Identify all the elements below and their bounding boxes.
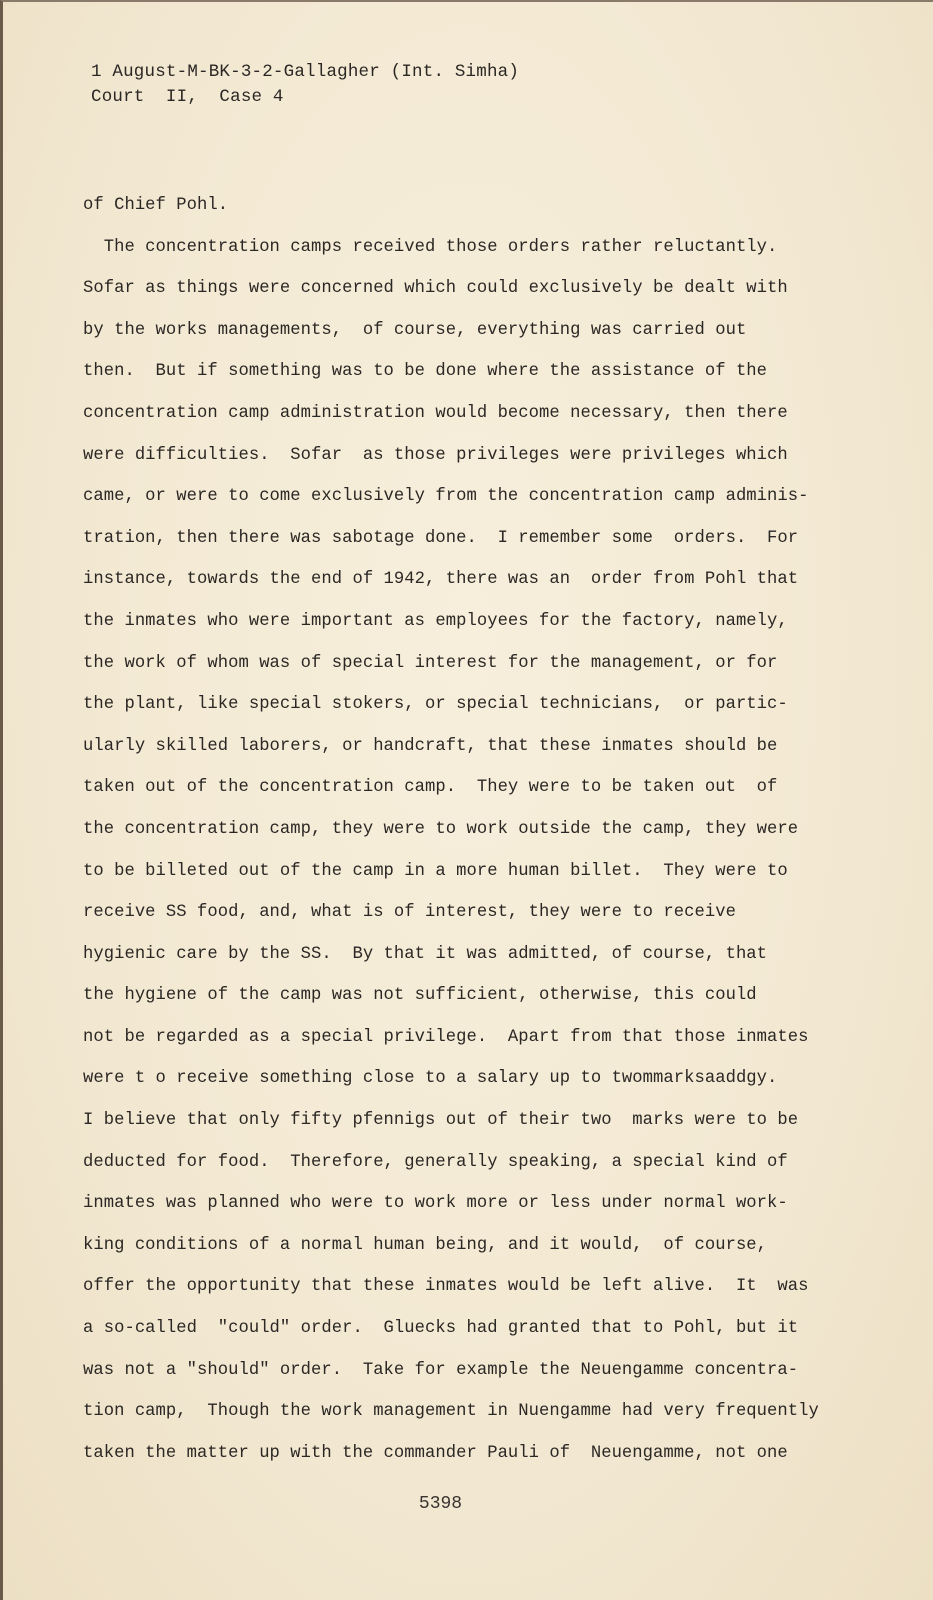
document-body — [83, 185, 913, 1474]
body-line: Sofar as things were concerned which could exclusively be dealt with — [83, 279, 788, 299]
body-line: the work of whom was of special interest for the management, or for — [83, 653, 778, 673]
body-line: king conditions of a normal human being, and it would, of course, — [83, 1235, 768, 1255]
body-line: receive SS food, and, what is of interest, they were to receive — [83, 903, 736, 923]
body-line: the hygiene of the camp was not sufficient, otherwise, this could — [83, 986, 757, 1006]
body-line: by the works managements, of course, everything was carried out — [83, 320, 747, 340]
body-line: not be regarded as a special privilege. Apart from that those inmates — [83, 1027, 809, 1047]
body-line: then. But if something was to be done where the assistance of the — [83, 362, 768, 382]
body-line: of Chief Pohl. — [83, 196, 229, 215]
body-line: to be billeted out of the camp in a more human billet. They were to — [83, 861, 788, 881]
body-line: The concentration camps received those orders rather reluctantly. — [83, 237, 778, 257]
body-line: the plant, like special stokers, or special technicians, or partic- — [83, 695, 788, 715]
body-line: hygienic care by the SS. By that it was admitted, of course, that — [83, 944, 768, 964]
body-line: inmates was planned who were to work more or less under normal work- — [83, 1194, 788, 1214]
document-header — [91, 60, 519, 110]
body-line: offer the opportunity that these inmates would be left alive. It was — [83, 1277, 809, 1297]
header-line-1: 1 August-M-BK-3-2-Gallagher (Int. Simha) — [91, 62, 520, 82]
header-line-2: Court II, Case 4 — [91, 87, 284, 107]
body-line: the concentration camp, they were to work outside the camp, they were — [83, 819, 799, 839]
body-line: were t o receive something close to a salary up to twommarksaaddgy. — [83, 1069, 778, 1089]
body-line: was not a "should" order. Take for example the Neuengamme concentra- — [83, 1360, 799, 1380]
body-line: taken out of the concentration camp. They were to be taken out of — [83, 778, 778, 798]
body-line: instance, towards the end of 1942, there was an order from Pohl that — [83, 570, 799, 590]
body-line: a so-called "could" order. Gluecks had granted that to Pohl, but it — [83, 1319, 799, 1339]
body-line: concentration camp administration would become necessary, then there — [83, 403, 788, 423]
body-line: were difficulties. Sofar as those privileges were privileges which — [83, 445, 788, 465]
body-line: deducted for food. Therefore, generally speaking, a special kind of — [83, 1152, 788, 1172]
body-line: ularly skilled laborers, or handcraft, that these inmates should be — [83, 736, 778, 756]
body-line: tration, then there was sabotage done. I remember some orders. For — [83, 528, 799, 548]
body-line: the inmates who were important as employees for the factory, namely, — [83, 611, 788, 631]
body-line: taken the matter up with the commander Pauli of Neuengamme, not one — [83, 1443, 788, 1463]
page-number: 5398 — [418, 1494, 463, 1514]
body-line: I believe that only fifty pfennigs out of their two marks were to be — [83, 1111, 799, 1131]
body-line: came, or were to come exclusively from the concentration camp adminis- — [83, 487, 809, 507]
body-line: tion camp, Though the work management in Nuengamme had very frequently — [83, 1402, 819, 1422]
